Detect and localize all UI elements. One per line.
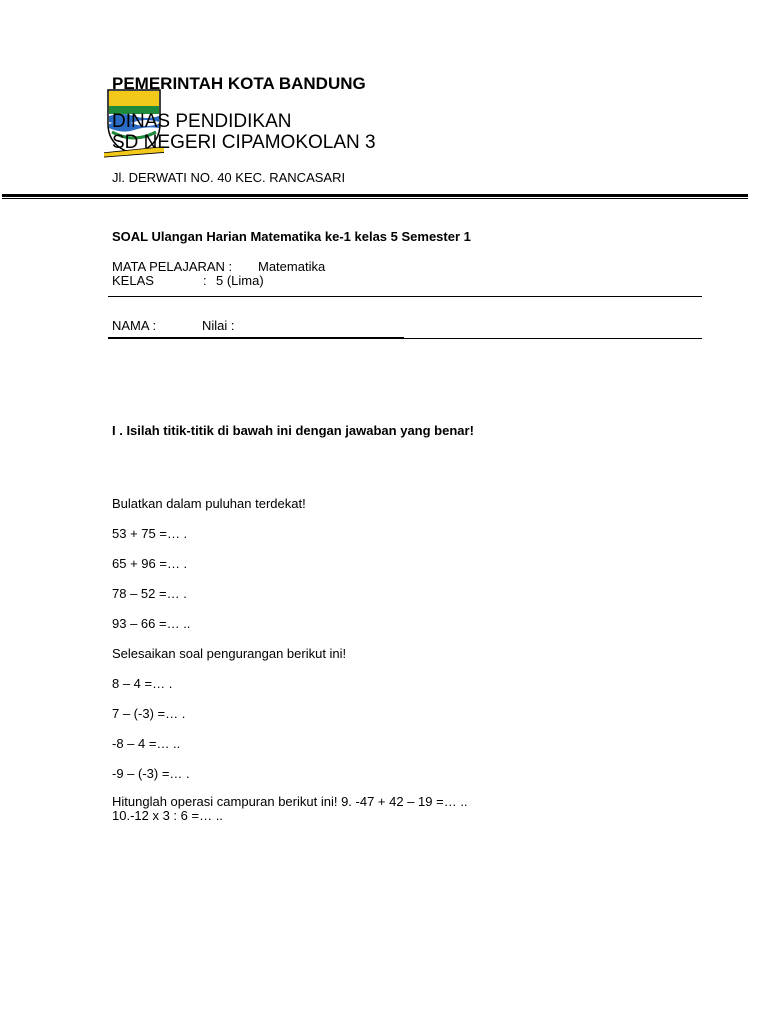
name-label: NAMA : [112, 318, 157, 333]
class-label: KELAS [112, 273, 154, 288]
letterhead-divider [2, 194, 748, 197]
question-item: 53 + 75 =… . [112, 526, 188, 541]
question-item: -9 – (-3) =… . [112, 766, 190, 781]
question-item: 65 + 96 =… . [112, 556, 188, 571]
subject-label: MATA PELAJARAN : [112, 259, 233, 274]
question-item: -8 – 4 =… .. [112, 736, 181, 751]
letterhead-divider-thin [2, 198, 748, 199]
section-heading: I . Isilah titik-titik di bawah ini dengan jawaban yang benar! [112, 423, 474, 438]
question-instruction-mixed: Hitunglah operasi campuran berikut ini! 9. -47 + 42 – 19 =… .. [112, 794, 468, 809]
question-item: 10.-12 x 3 : 6 =… .. [112, 808, 223, 823]
exam-title: SOAL Ulangan Harian Matematika ke-1 kelas 5 Semester 1 [112, 229, 471, 244]
question-item: 8 – 4 =… . [112, 676, 173, 691]
class-colon: : [203, 273, 207, 288]
score-label: Nilai : [202, 318, 235, 333]
department-name: DINAS PENDIDIKAN [112, 111, 292, 132]
info-divider [108, 296, 702, 297]
government-name: PEMERINTAH KOTA BANDUNG [112, 74, 366, 93]
question-instruction-rounding: Bulatkan dalam puluhan terdekat! [112, 496, 306, 511]
question-instruction-subtraction: Selesaikan soal pengurangan berikut ini! [112, 646, 347, 661]
question-item: 78 – 52 =… . [112, 586, 187, 601]
question-item: 7 – (-3) =… . [112, 706, 186, 721]
subject-value: Matematika [258, 259, 326, 274]
school-name: SD NEGERI CIPAMOKOLAN 3 [112, 132, 376, 153]
name-underline [108, 337, 404, 339]
class-value: 5 (Lima) [216, 273, 264, 288]
school-address: Jl. DERWATI NO. 40 KEC. RANCASARI [112, 170, 346, 185]
question-item: 93 – 66 =… .. [112, 616, 191, 631]
